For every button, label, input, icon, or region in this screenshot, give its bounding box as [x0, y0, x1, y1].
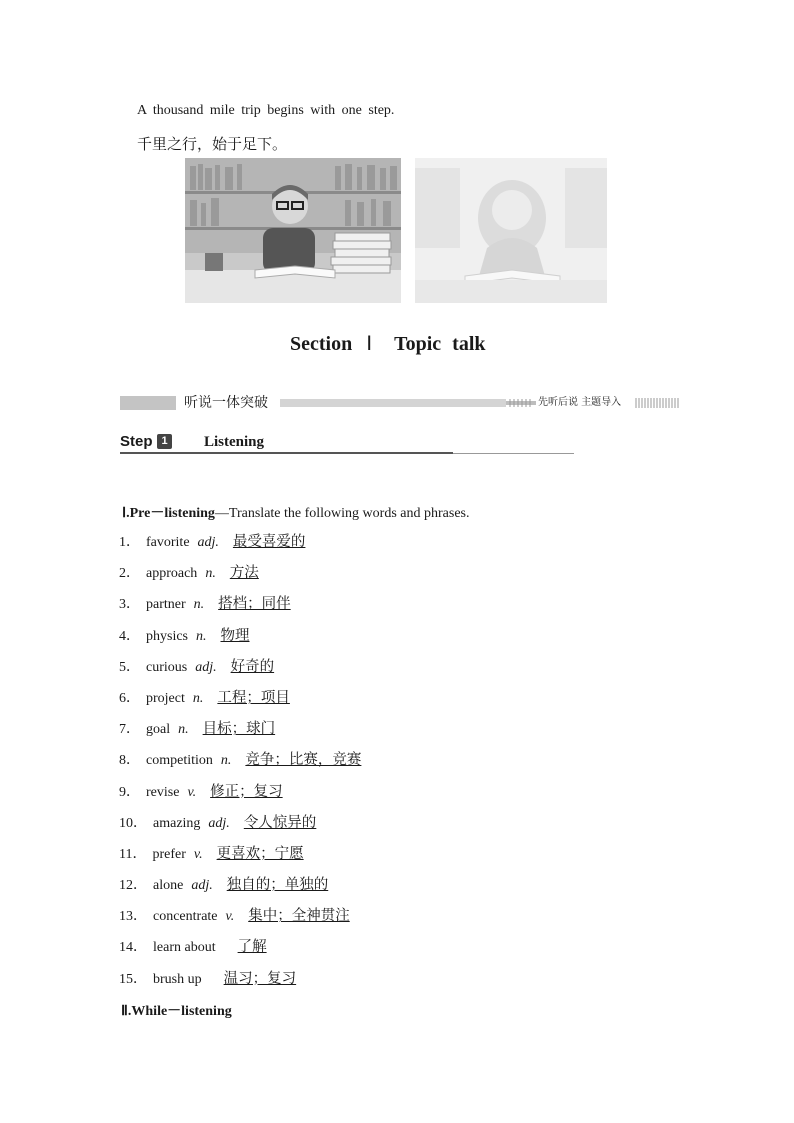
section-numeral: Ⅰ: [366, 333, 373, 355]
step-header: [120, 433, 574, 455]
vocab-answer: 最受喜爱的: [232, 534, 306, 550]
vocab-part-of-speech: v.: [187, 784, 197, 800]
step-rule-extension: [453, 453, 574, 454]
vocab-number: 10．: [119, 815, 147, 831]
vocab-number: 3．: [119, 597, 140, 613]
vocab-word: competition: [146, 753, 213, 769]
vocab-number: 7．: [119, 722, 140, 738]
vocab-item: [119, 749, 361, 780]
vocab-part-of-speech: n.: [193, 597, 205, 613]
vocab-number: 13．: [119, 909, 147, 925]
pre-listening-heading: [122, 502, 469, 522]
vocab-part-of-speech: n.: [220, 753, 232, 769]
vocab-item: [119, 656, 361, 687]
vocab-word: concentrate: [153, 909, 218, 925]
vocab-item: [119, 781, 361, 812]
vocab-item: [119, 562, 361, 593]
vocab-part-of-speech: n.: [192, 690, 204, 706]
vocab-answer: 令人惊异的: [243, 814, 317, 831]
vocab-item: [119, 968, 361, 999]
vocab-number: 8．: [119, 753, 140, 769]
vocab-word: alone: [153, 878, 184, 894]
vocab-answer: 工程；项目: [217, 689, 290, 706]
vocab-answer: 竞争；比赛，竞赛: [245, 752, 362, 769]
vocab-word: curious: [146, 659, 188, 675]
vocab-part-of-speech: adj.: [195, 659, 217, 675]
vocab-part-of-speech: adj.: [208, 815, 230, 831]
vocab-number: 5．: [119, 659, 140, 675]
vocab-word: favorite: [146, 535, 190, 550]
quote-chinese: 千里之行，始于足下。: [137, 135, 288, 153]
step-rule: [120, 452, 453, 454]
vocab-part-of-speech: adj.: [197, 535, 219, 550]
vocab-word: amazing: [153, 815, 201, 831]
quote-english: A thousand mile trip begins with one step.: [137, 103, 395, 118]
vocab-number: 1．: [119, 535, 140, 550]
vocab-answer: 物理: [220, 627, 250, 644]
banner-label: 听说一体突破: [180, 394, 272, 412]
vocab-word: revise: [146, 784, 180, 800]
vocab-item: [119, 687, 361, 718]
section-topic: Topic talk: [394, 333, 486, 355]
vocab-number: 2．: [119, 566, 140, 582]
vocab-number: 11．: [119, 846, 147, 862]
vocab-answer: 搭档；同伴: [218, 596, 291, 613]
vocab-number: 4．: [119, 628, 140, 644]
vocab-answer: 目标；球门: [202, 721, 276, 738]
vocab-word: partner: [146, 597, 186, 613]
vocab-answer: 了解: [237, 939, 267, 956]
vocab-item: [119, 874, 361, 905]
vocab-word: prefer: [152, 846, 186, 862]
vocab-part-of-speech: adj.: [191, 878, 213, 894]
step-word: Step: [120, 433, 153, 450]
vocab-number: 12．: [119, 878, 147, 894]
pre-listening-label: Ⅰ.Pre－listening: [122, 506, 215, 521]
vocab-item: [119, 843, 361, 874]
vocab-item: [119, 905, 361, 936]
vocab-part-of-speech: v.: [193, 846, 203, 862]
photo-girl-smiling: [415, 158, 607, 303]
vocab-word: brush up: [153, 971, 202, 987]
vocab-item: [119, 718, 361, 749]
section-title: [290, 331, 486, 356]
vocab-part-of-speech: n.: [178, 722, 189, 738]
banner-right-text: 先听后说 主题导入: [538, 397, 622, 408]
vocab-part-of-speech: n.: [196, 628, 207, 644]
vocab-answer: 好奇的: [230, 658, 275, 675]
vocab-word: project: [146, 690, 185, 706]
vocab-item: [119, 531, 361, 562]
vocab-answer: 温习；复习: [223, 970, 297, 987]
vocab-answer: 方法: [229, 565, 259, 582]
step-title: Listening: [204, 434, 265, 450]
vocab-answer: 更喜欢；宁愿: [216, 845, 304, 862]
vocab-word: learn about: [153, 940, 216, 956]
vocab-item: [119, 812, 361, 843]
vocab-item: [119, 936, 361, 967]
step-number-badge: 1: [157, 434, 172, 449]
section-word: Section: [290, 333, 353, 355]
vocab-number: 15．: [119, 971, 147, 987]
vocab-part-of-speech: v.: [225, 909, 235, 925]
vocab-number: 6．: [119, 690, 140, 706]
vocab-answer: 独自的；单独的: [226, 877, 329, 894]
vocab-answer: 集中；全神贯注: [248, 908, 350, 925]
vocab-number: 14．: [119, 940, 147, 956]
vocab-word: goal: [146, 722, 171, 738]
vocab-word: approach: [146, 566, 198, 582]
vocab-item: [119, 625, 361, 656]
vocab-item: [119, 593, 361, 624]
pre-listening-instruction: —Translate the following words and phrases.: [214, 506, 470, 521]
vocab-answer: 修正；复习: [210, 783, 283, 800]
vocab-word: physics: [146, 628, 188, 644]
vocab-number: 9．: [119, 784, 140, 800]
photo-boy-studying: [185, 158, 401, 303]
while-listening-heading: Ⅱ.While－listening: [121, 1004, 232, 1019]
vocabulary-list: [119, 531, 361, 999]
vocab-part-of-speech: n.: [205, 566, 216, 582]
